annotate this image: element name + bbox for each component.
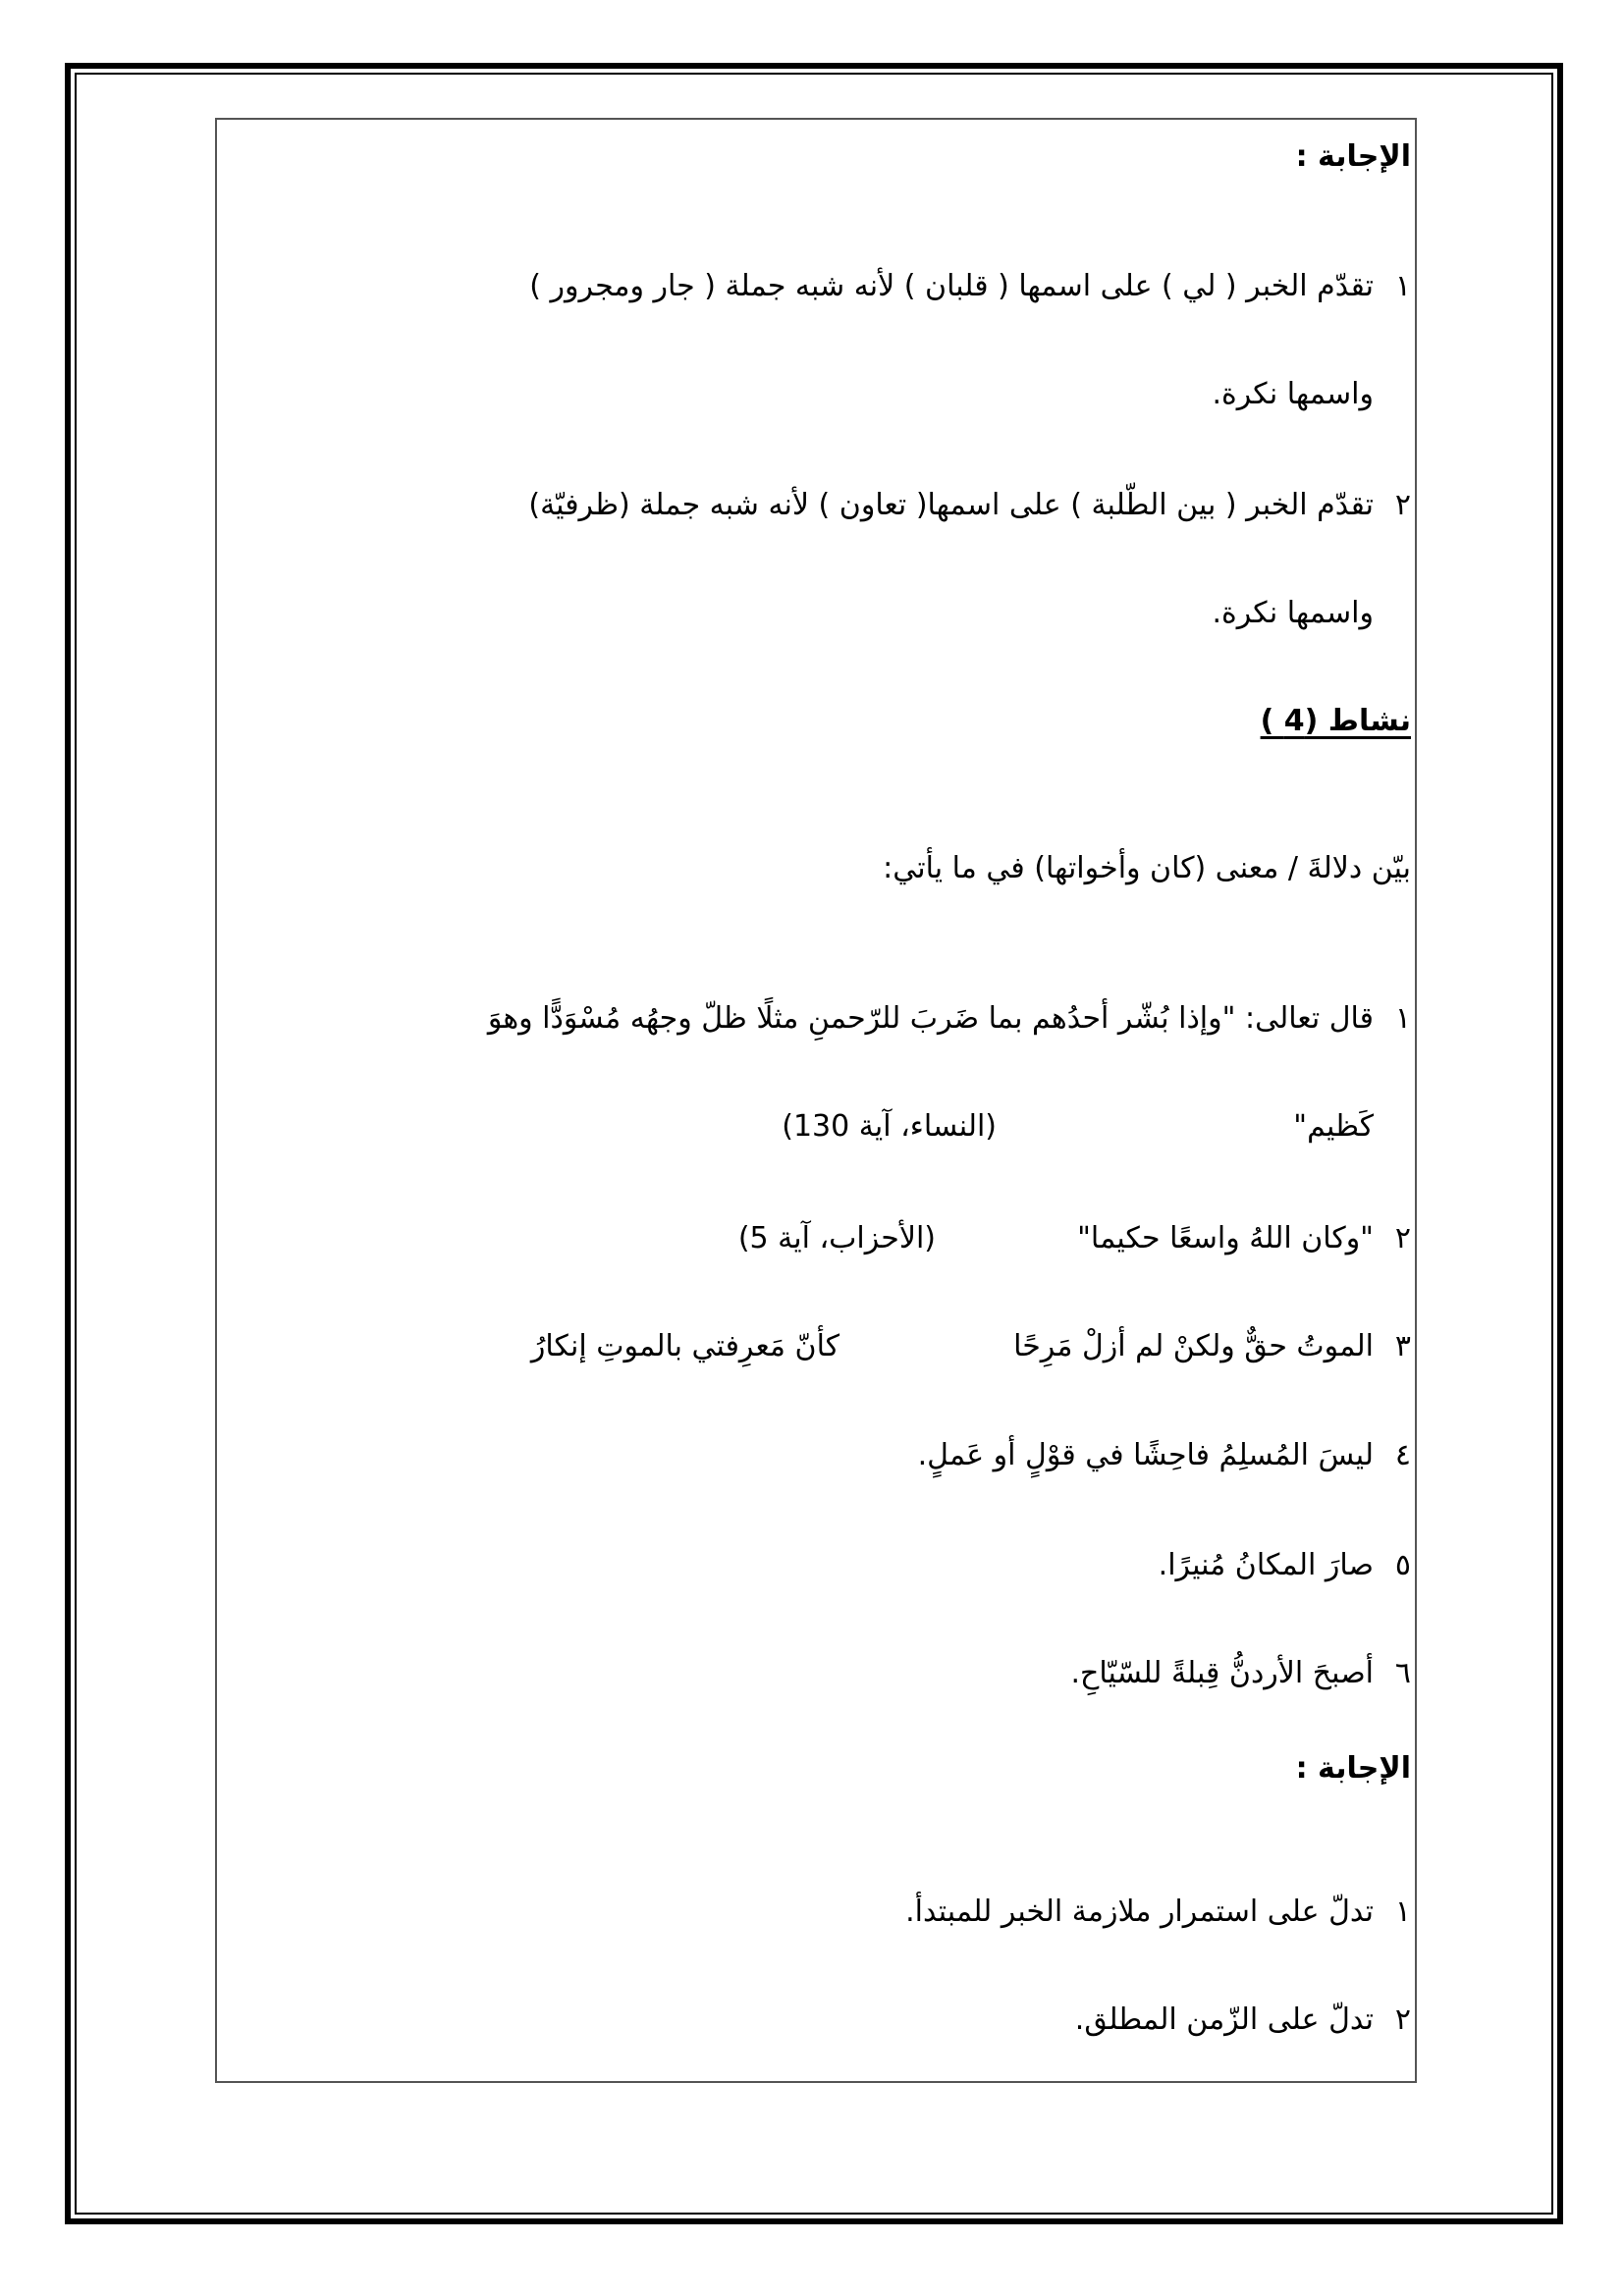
activity-item-1-text: قال تعالى: "وإذا بُشّر أحدُهم بما ضَربَ للرّحمنِ مثلًا ظلّ وجهُه مُسْوَدًّا وهوَ <box>487 1001 1374 1036</box>
document-page <box>215 118 1417 2083</box>
answer1-item-1-line2: واسمها نكرة. <box>1212 377 1374 411</box>
answer1-item-2-line2: واسمها نكرة. <box>1212 596 1374 630</box>
activity-item-1-text-cont: كَظيم" <box>1293 1109 1374 1144</box>
activity-item-3-first-half: الموتُ حقٌّ ولكنْ لم أزلْ مَرِحًا <box>1013 1329 1374 1363</box>
activity-item-2-reference: (الأحزاب، آية 5) <box>737 1221 936 1255</box>
activity-title: نشاط (4 ) <box>1260 704 1411 738</box>
answer2-item-2-number: ٢ <box>1394 2002 1411 2037</box>
activity-item-5-number: ٥ <box>1394 1548 1411 1582</box>
activity-item-1-number: ١ <box>1394 1001 1411 1036</box>
answer1-item-2-line1: تقدّم الخبر ( بين الطّلبة ) على اسمها( تعاون ) لأنه شبه جملة (ظرفيّة) <box>528 488 1374 522</box>
activity-item-4-number: ٤ <box>1394 1438 1411 1472</box>
answer1-item-2-number: ٢ <box>1394 488 1411 522</box>
activity-item-2-number: ٢ <box>1394 1221 1411 1255</box>
activity-item-2-text: "وكان اللهُ واسعًا حكيما" <box>1077 1221 1374 1255</box>
answer2-item-1-number: ١ <box>1394 1895 1411 1929</box>
answer2-item-1-text: تدلّ على استمرار ملازمة الخبر للمبتدأ. <box>905 1895 1374 1929</box>
activity-item-6-text: أصبحَ الأردنُّ قِبلةً للسّيّاحِ. <box>1070 1656 1374 1690</box>
activity-item-3-number: ٣ <box>1394 1329 1411 1363</box>
activity-item-4-text: ليسَ المُسلِمُ فاحِشًا في قوْلٍ أو عَملٍ. <box>917 1438 1374 1472</box>
answer2-item-2-text: تدلّ على الزّمن المطلق. <box>1074 2002 1374 2037</box>
answer1-item-1-line1: تقدّم الخبر ( لي ) على اسمها ( قلبان ) لأنه شبه جملة ( جار ومجرور ) <box>529 269 1374 303</box>
answer1-item-1-number: ١ <box>1394 269 1411 303</box>
answer-heading-2: الإجابة : <box>1295 1751 1411 1786</box>
activity-item-5-text: صارَ المكانُ مُنيرًا. <box>1158 1548 1374 1582</box>
activity-item-3-second-half: كأنّ مَعرِفتي بالموتِ إنكارُ <box>530 1329 839 1363</box>
activity-item-1-reference: (النساء، آية 130) <box>782 1109 997 1144</box>
activity-item-6-number: ٦ <box>1394 1656 1411 1690</box>
answer-heading-1: الإجابة : <box>1295 139 1411 174</box>
activity-instruction: بيّن دلالةَ / معنى (كان وأخواتها) في ما يأتي: <box>883 851 1411 885</box>
